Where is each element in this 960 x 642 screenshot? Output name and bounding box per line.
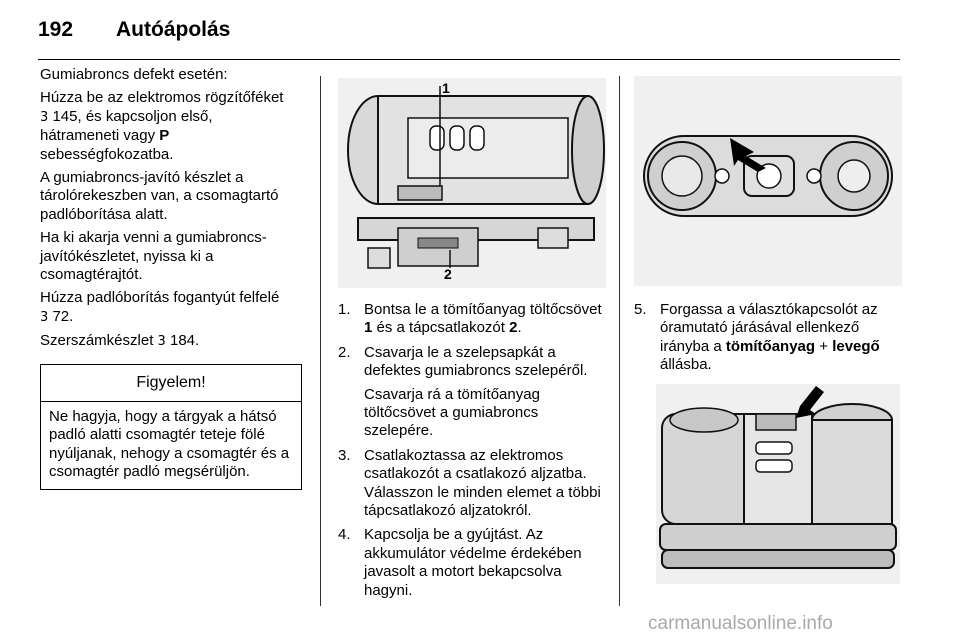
page-ref-text: 72. [52, 307, 74, 325]
mode-label: levegő [832, 337, 880, 355]
text: Szerszámkészlet [40, 332, 154, 350]
step-number: 5. [634, 301, 647, 318]
step-item [338, 301, 610, 338]
warning-title: Figyelem! [41, 365, 301, 402]
step-text: Csatlakoztassa az elektromos csatlakozót a csatlakozó aljzatba. Válasszon le minden elemet a többi tápcsatlakozó aljzatokról. [364, 446, 601, 520]
paragraph [40, 229, 302, 284]
text: A gumiabroncs-javító készlet a tárolórekeszben van, a csomagtartó padlóborítása alatt. [40, 169, 279, 223]
paragraph [40, 169, 302, 224]
step-text: . [517, 319, 522, 337]
page-ref-icon[interactable]: 3 [157, 334, 166, 350]
step-number: 2. [338, 343, 351, 361]
callout-ref: 2 [509, 319, 518, 337]
callout-2: 2 [444, 266, 452, 282]
steps-list [338, 301, 610, 606]
compressor-top-illustration [338, 78, 606, 288]
step-text: Csavarja le a szelepsapkát a defektes gumiabroncs szelepéről. [364, 343, 588, 380]
page-ref-text: 184. [170, 332, 200, 350]
paragraph [40, 89, 302, 164]
text: Ha ki akarja venni a gumiabroncs-javítókészletet, nyissa ki a csomagtérajtót. [40, 229, 267, 284]
column-divider [320, 76, 321, 606]
header-rule [38, 59, 900, 60]
page-title: Autóápolás [116, 18, 231, 41]
step-number: 3. [338, 446, 351, 464]
compressor-drawing [338, 78, 606, 288]
page-ref-text: 145, és kapcsoljon első, [52, 107, 213, 125]
page-number: 192 [38, 18, 74, 41]
step-number: 4. [338, 526, 351, 544]
compressor-3d-drawing [656, 384, 900, 584]
step-text: Kapcsolja be a gyújtást. Az akkumulátor védelme érdekében javasolt a motort bekapcsolva hagyni. [364, 526, 582, 599]
callout-ref: 1 [364, 319, 373, 337]
text: Húzza be az elektromos rögzítőféket [40, 89, 284, 107]
text: Gumiabroncs defekt esetén: [40, 66, 228, 83]
callout-1: 1 [442, 80, 450, 96]
step-item [634, 301, 906, 375]
step-item [338, 447, 610, 521]
step-text: állásba. [660, 356, 712, 374]
page-ref-icon[interactable]: 3 [40, 309, 49, 325]
column-left [40, 66, 302, 357]
step-item [338, 344, 610, 441]
step-item [338, 526, 610, 600]
warning-box [40, 364, 302, 490]
text: Húzza padlóborítás fogantyút felfelé [40, 289, 280, 307]
selector-switch-illustration [634, 76, 902, 286]
paragraph [40, 289, 302, 327]
watermark: carmanualsonline.info [648, 613, 833, 634]
text: sebességfokozatba. [40, 145, 174, 163]
step-text: + [819, 337, 829, 355]
step-text: Forgassa a választókapcsolót az óramutató járásával ellenkező irányba a [660, 301, 878, 355]
gear-label: P [159, 127, 170, 145]
page-ref-icon[interactable]: 3 [40, 109, 49, 125]
compressor-perspective-illustration [656, 384, 900, 584]
step-text: és a tápcsatlakozót [376, 319, 505, 337]
column-divider [619, 76, 620, 606]
text: hátrameneti vagy [40, 127, 156, 145]
steps-list [634, 301, 906, 381]
paragraph [40, 332, 302, 351]
selector-drawing [634, 76, 902, 286]
mode-label: tömítőanyag [725, 337, 816, 355]
step-text: Bontsa le a tömítőanyag töltőcsövet [364, 301, 602, 318]
paragraph [40, 66, 302, 84]
step-text: Csavarja rá a tömítőanyag töltőcsövet a gumiabroncs szelepére. [364, 385, 540, 440]
warning-body: Ne hagyja, hogy a tárgyak a hátsó padló alatti csomagtér teteje fölé nyúljanak, nehogy a csomagtér és a csomagtér padló megsérüljön. [49, 408, 290, 481]
step-number: 1. [338, 301, 351, 318]
